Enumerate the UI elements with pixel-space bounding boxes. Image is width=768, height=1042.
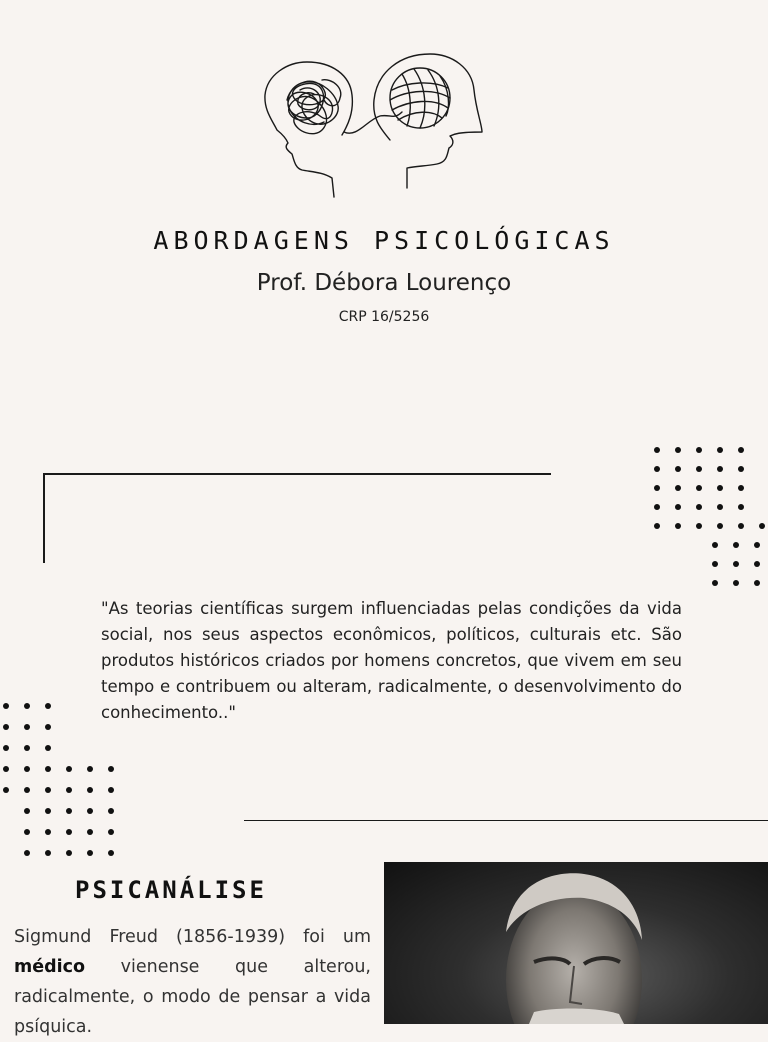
decorative-dot: [3, 703, 9, 709]
decorative-dot: [738, 523, 744, 529]
decorative-dot: [24, 829, 30, 835]
decorative-dot: [717, 523, 723, 529]
decorative-dot: [733, 580, 739, 586]
decorative-dot: [108, 850, 114, 856]
decorative-dot: [24, 850, 30, 856]
decorative-dot: [66, 766, 72, 772]
decorative-dot: [675, 523, 681, 529]
decorative-dot: [45, 703, 51, 709]
decorative-dot: [24, 766, 30, 772]
page-title: ABORDAGENS PSICOLÓGICAS: [153, 226, 615, 255]
frame-left-line: [43, 473, 45, 563]
portrait-silhouette-icon: [384, 862, 768, 1024]
decorative-dot: [3, 724, 9, 730]
frame-top-line: [44, 473, 551, 475]
quote-text: "As teorias científicas surgem influenciadas pelas condições da vida social, nos seus aspectos econômicos, políticos, culturais etc. São produtos históricos criados por homens concretos, que vivem em seu tempo e contribuem ou alteram, radicalmente, o desenvolvimento do conhecimento..": [101, 599, 682, 722]
decorative-dot: [654, 485, 660, 491]
decorative-dot: [66, 808, 72, 814]
decorative-dot: [696, 466, 702, 472]
decorative-dot: [66, 787, 72, 793]
divider-line: [244, 820, 768, 821]
decorative-dot: [45, 745, 51, 751]
decorative-dot: [733, 561, 739, 567]
body-text-start: Sigmund Freud (1856-1939) foi um: [14, 927, 371, 947]
decorative-dot: [24, 787, 30, 793]
decorative-dot: [45, 724, 51, 730]
decorative-dot: [738, 466, 744, 472]
decorative-dot: [45, 766, 51, 772]
decorative-dot: [654, 447, 660, 453]
author-name: Prof. Débora Lourenço: [256, 270, 512, 296]
section-body: [14, 922, 371, 1042]
section-title: PSICANÁLISE: [75, 876, 267, 904]
decorative-dot: [66, 850, 72, 856]
decorative-dot: [754, 542, 760, 548]
decorative-dot: [654, 504, 660, 510]
decorative-dot: [3, 766, 9, 772]
two-heads-thread-logo-icon: [262, 50, 488, 200]
decorative-dot: [3, 745, 9, 751]
decorative-dot: [675, 447, 681, 453]
decorative-dot: [712, 542, 718, 548]
decorative-dot: [45, 808, 51, 814]
decorative-dot: [24, 745, 30, 751]
decorative-dot: [3, 787, 9, 793]
decorative-dot: [717, 485, 723, 491]
decorative-dot: [654, 466, 660, 472]
decorative-dot: [108, 808, 114, 814]
decorative-dot: [754, 580, 760, 586]
registration-number: CRP 16/5256: [338, 309, 430, 325]
decorative-dot: [717, 504, 723, 510]
decorative-dot: [108, 787, 114, 793]
decorative-dot: [66, 829, 72, 835]
decorative-dot: [45, 787, 51, 793]
freud-portrait-photo: [384, 862, 768, 1024]
body-text-end: vienense que alterou, radicalmente, o modo de pensar a vida psíquica.: [14, 957, 371, 1037]
body-text-bold: médico: [14, 957, 86, 977]
decorative-dot: [108, 829, 114, 835]
decorative-dot: [87, 808, 93, 814]
decorative-dot: [675, 466, 681, 472]
decorative-dot: [717, 447, 723, 453]
decorative-dot: [738, 485, 744, 491]
decorative-dot: [712, 561, 718, 567]
decorative-dot: [717, 466, 723, 472]
decorative-dot: [733, 542, 739, 548]
decorative-dot: [87, 787, 93, 793]
decorative-dot: [654, 523, 660, 529]
decorative-dot: [45, 829, 51, 835]
decorative-dot: [675, 485, 681, 491]
decorative-dot: [759, 523, 765, 529]
decorative-dot: [87, 829, 93, 835]
decorative-dot: [87, 850, 93, 856]
decorative-dot: [696, 447, 702, 453]
decorative-dot: [24, 703, 30, 709]
decorative-dot: [712, 580, 718, 586]
decorative-dot: [754, 561, 760, 567]
decorative-dot: [696, 523, 702, 529]
decorative-dot: [738, 504, 744, 510]
decorative-dot: [45, 850, 51, 856]
decorative-dot: [675, 504, 681, 510]
decorative-dot: [696, 504, 702, 510]
decorative-dot: [87, 766, 93, 772]
decorative-dot: [738, 447, 744, 453]
decorative-dot: [24, 724, 30, 730]
decorative-dot: [24, 808, 30, 814]
decorative-dot: [696, 485, 702, 491]
decorative-dot: [108, 766, 114, 772]
